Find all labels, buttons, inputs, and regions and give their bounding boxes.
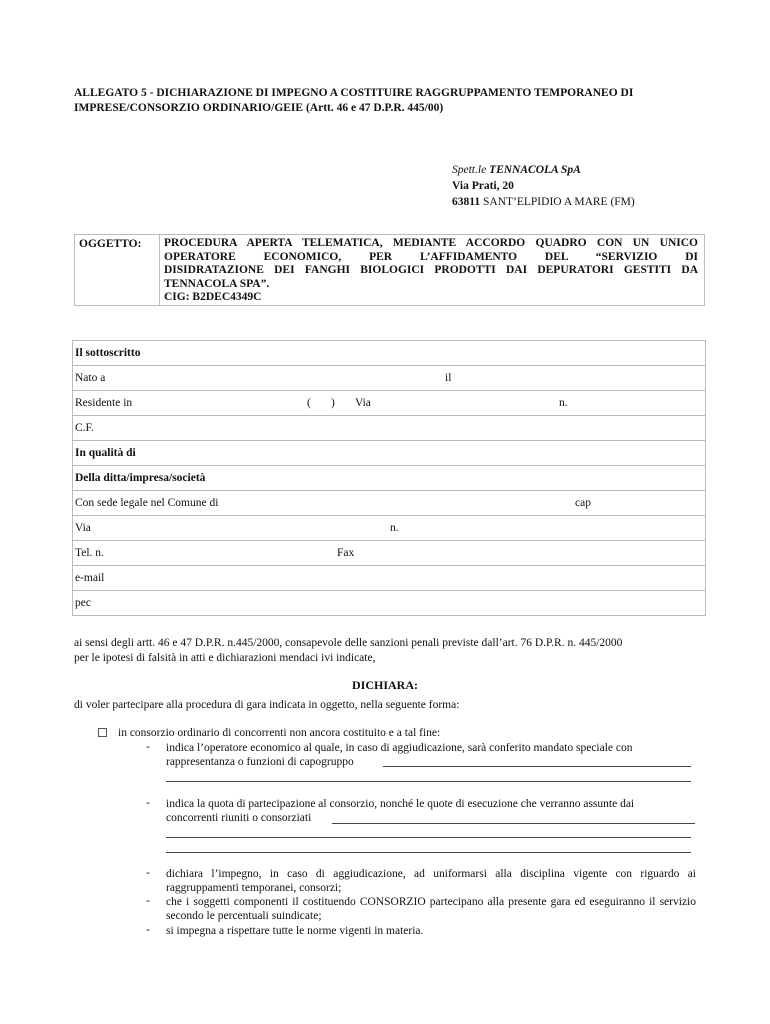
declarant-form-table — [72, 340, 706, 616]
legal-line: ai sensi degli artt. 46 e 47 D.P.R. n.445/2000, consapevole delle sanzioni penali previste dall’art. 76 D.P.R. n. 445/2000 — [74, 637, 623, 649]
numero2-label: n. — [390, 522, 399, 534]
form-cell-via[interactable] — [73, 516, 706, 541]
fax-label: Fax — [337, 547, 355, 559]
qualita-label: In qualità di — [75, 447, 136, 459]
form-cell-cf[interactable] — [73, 416, 706, 441]
recipient-city: SANT’ELPIDIO A MARE (FM) — [483, 196, 635, 208]
quote-line[interactable] — [332, 823, 695, 824]
numero-label: n. — [559, 397, 568, 409]
form-cell-email[interactable] — [73, 566, 706, 591]
oggetto-label: OGGETTO: — [79, 238, 142, 250]
form-cell-sottoscritto[interactable] — [73, 341, 706, 366]
form-cell-sede[interactable] — [73, 491, 706, 516]
bullet-dash: - — [146, 895, 150, 907]
cf-label: C.F. — [75, 422, 94, 434]
legal-line: per le ipotesi di falsità in atti e dichiarazioni mendaci ivi indicate, — [74, 652, 376, 664]
consorzio-option-label: in consorzio ordinario di concorrenti non ancora costituito e a tal fine: — [118, 727, 441, 739]
form-cell-residente[interactable] — [73, 391, 706, 416]
tel-label: Tel. n. — [75, 547, 104, 559]
quote-line-3[interactable] — [166, 852, 691, 853]
pec-label: pec — [75, 597, 91, 609]
recipient-zip: 63811 — [452, 196, 481, 208]
email-label: e-mail — [75, 572, 105, 584]
oggetto-text — [159, 235, 704, 305]
bullet4-text: che i soggetti componenti il costituendo CONSORZIO partecipano alla presente gara ed eseguiranno il servizio secondo le percentuali suindicate; — [166, 896, 696, 922]
intro-text: di voler partecipare alla procedura di gara indicata in oggetto, nella seguente forma: — [74, 699, 460, 711]
bullet-text — [166, 741, 696, 769]
oggetto-line: TENNACOLA SPA”. — [164, 277, 270, 290]
quote-line-2[interactable] — [166, 837, 691, 838]
oggetto-box — [74, 234, 705, 306]
bullet5-text: si impegna a rispettare tutte le norme vigenti in materia. — [166, 925, 424, 937]
capogruppo-line-2[interactable] — [166, 781, 691, 782]
via2-label: Via — [75, 522, 91, 534]
provincia-paren: ( ) — [307, 397, 335, 409]
il-label: il — [445, 372, 452, 384]
bullet-text — [166, 797, 696, 825]
recipient-company: TENNACOLA SpA — [489, 164, 581, 176]
recipient-spett: Spett.le — [452, 164, 487, 176]
document-title: ALLEGATO 5 - DICHIARAZIONE DI IMPEGNO A COSTITUIRE RAGGRUPPAMENTO TEMPORANEO DI IMPRESE/CONSORZIO ORDINARIO/GEIE (Artt. 46 e 47 D.P.R. 445/00) — [74, 87, 634, 114]
oggetto-line: OPERATORE ECONOMICO, PER L’AFFIDAMENTO DEL “SERVIZIO DI — [164, 250, 698, 263]
ditta-label: Della ditta/impresa/società — [75, 472, 206, 484]
sottoscritto-label: Il sottoscritto — [75, 347, 141, 359]
recipient-street: Via Prati, 20 — [452, 180, 514, 192]
via-label: Via — [355, 397, 371, 409]
legal-paragraph — [74, 636, 622, 666]
bullet1-line1: indica l’operatore economico al quale, in caso di aggiudicazione, sarà conferito mandato speciale con — [166, 742, 633, 754]
sede-label: Con sede legale nel Comune di — [75, 497, 219, 509]
bullet1-line2: rappresentanza o funzioni di capogruppo — [166, 756, 354, 768]
capogruppo-line[interactable] — [383, 766, 691, 767]
oggetto-line: PROCEDURA APERTA TELEMATICA, MEDIANTE ACCORDO QUADRO CON UN UNICO — [164, 237, 698, 249]
form-cell-ditta[interactable] — [73, 466, 706, 491]
dichiara-heading: DICHIARA: — [352, 678, 418, 692]
bullet2-line1: indica la quota di partecipazione al consorzio, nonché le quote di esecuzione che verranno assunte dai — [166, 798, 635, 810]
oggetto-cig: CIG: B2DEC4349C — [164, 291, 262, 303]
bullet-dash: - — [146, 867, 150, 879]
form-cell-tel[interactable] — [73, 541, 706, 566]
form-cell-nato[interactable] — [73, 366, 706, 391]
oggetto-line: DISIDRATAZIONE DEI FANGHI BIOLOGICI PRODOTTI DAI DEPURATORI GESTITI DA — [164, 264, 698, 276]
cap-label: cap — [575, 497, 591, 509]
form-cell-qualita[interactable] — [73, 441, 706, 466]
bullet-dash: - — [146, 741, 150, 753]
form-cell-pec[interactable] — [73, 591, 706, 616]
residente-in-label: Residente in — [75, 397, 133, 409]
bullet-dash: - — [146, 797, 150, 809]
recipient-address — [452, 162, 635, 210]
bullet-dash: - — [146, 924, 150, 936]
consorzio-checkbox[interactable] — [98, 728, 107, 737]
bullet2-line2: concorrenti riuniti o consorziati — [166, 812, 312, 824]
recipient-company-line — [452, 162, 635, 178]
bullet3-text: dichiara l’impegno, in caso di aggiudicazione, ad uniformarsi alla disciplina vigente con riguardo ai raggruppamenti temporanei, consorzi; — [166, 868, 696, 894]
nato-a-label: Nato a — [75, 372, 106, 384]
